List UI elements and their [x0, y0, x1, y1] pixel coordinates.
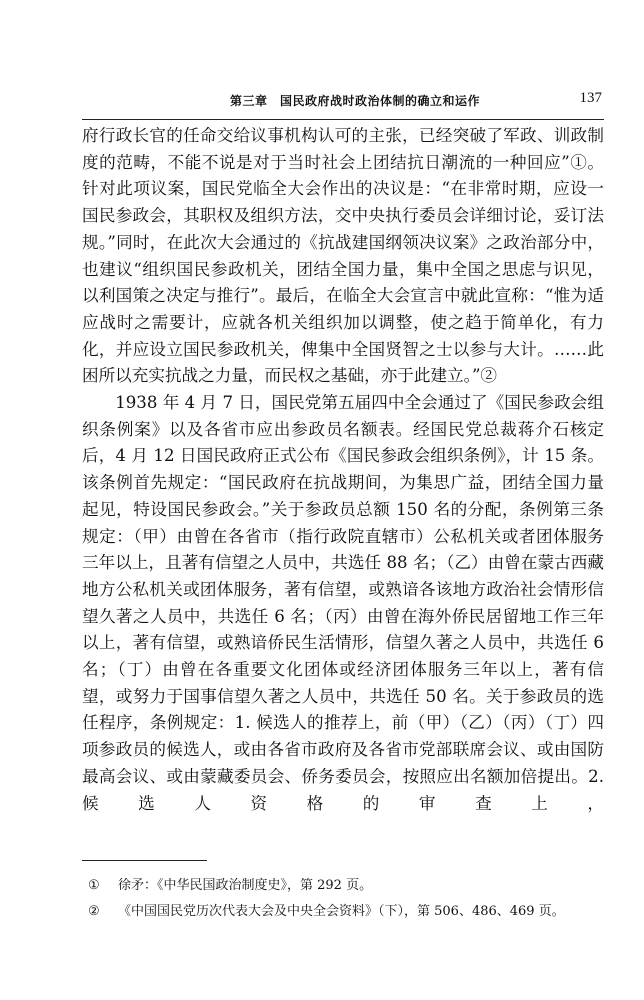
paragraph-2: 1938 年 4 月 7 日，国民党第五届四中全会通过了《国民参政会组织条例案》以及各省市应出参政员名额表。经国民党总裁蒋介石核定后，4 月 12 日国民政府正式公布《国民参政会组织条例》，计 15 条。该条例首先规定：“国民政府在抗战期间，为集思广益，团结全国力量起见，特设国民参政会。”关于参政员总额 150 名的分配，条例第三条规定：（甲）由曾在各省市（指行政院直辖市）公私机关或者团体服务三年以上，且著有信望之人员中，共选任 88 名；（乙）由曾在蒙古西藏地方公私机关或团体服务，著有信望，或熟谙各该地方政治社会情形信望久著之人员中，共选任 6 名；（丙）由曾在海外侨民居留地工作三年以上，著有信望，或熟谙侨民生活情形，信望久著之人员中，共选任 6 名；（丁）由曾在各重要文化团体或经济团体服务三年以上，著有信望，或努力于国事信望久著之人员中，共选任 50 名。关于参政员的选任程序，条例规定：1. 候选人的推荐上，前（甲）（乙）（丙）（丁）四项参政员的候选人，或由各省市政府及各省市党部联席会议、或由国防最高会议、或由蒙藏委员会、侨务委员会，按照应出名额加倍提出。2. 候选人资格的审查上， — [82, 393, 604, 813]
main-text — [82, 123, 604, 817]
paragraph-1: 府行政长官的任命交给议事机构认可的主张，已经突破了军政、训政制度的范畴，不能不说是对于当时社会上团结抗日潮流的一种回应”①。针对此项议案，国民党临全大会作出的决议是：“在非常时期，应设一国民参政会，其职权及组织方法，交中央执行委员会详细讨论，妥订法规。”同时，在此次大会通过的《抗战建国纲领决议案》之政治部分中，也建议“组织国民参政机关，团结全国力量，集中全国之思虑与识见，以利国策之决定与推行”。最后，在临全大会宣言中就此宣称：“惟为适应战时之需要计，应就各机关组织加以调整，使之趋于简单化，有力化，并应设立国民参政机关，俾集中全国贤智之士以参与大计。……此困所以充实抗战之力量，而民权之基础，亦于此建立。”② — [82, 126, 604, 386]
footnotes — [88, 873, 608, 925]
chapter-title: 第三章 国民政府战时政治体制的确立和运作 — [230, 94, 481, 108]
footnote-text: 徐矛：《中华民国政治制度史》，第 292 页。 — [118, 878, 373, 893]
footnote-marker: ① — [88, 878, 100, 893]
page-number: 137 — [579, 90, 602, 106]
footnote-divider — [82, 860, 207, 861]
footnote-2 — [88, 899, 608, 925]
footnote-text: 《中国国民党历次代表大会及中央全会资料》（下），第 506、486、469 页。 — [118, 904, 565, 919]
footnote-1 — [88, 873, 608, 899]
footnote-marker: ② — [88, 904, 100, 919]
running-header — [82, 92, 602, 116]
header-divider — [82, 119, 604, 120]
